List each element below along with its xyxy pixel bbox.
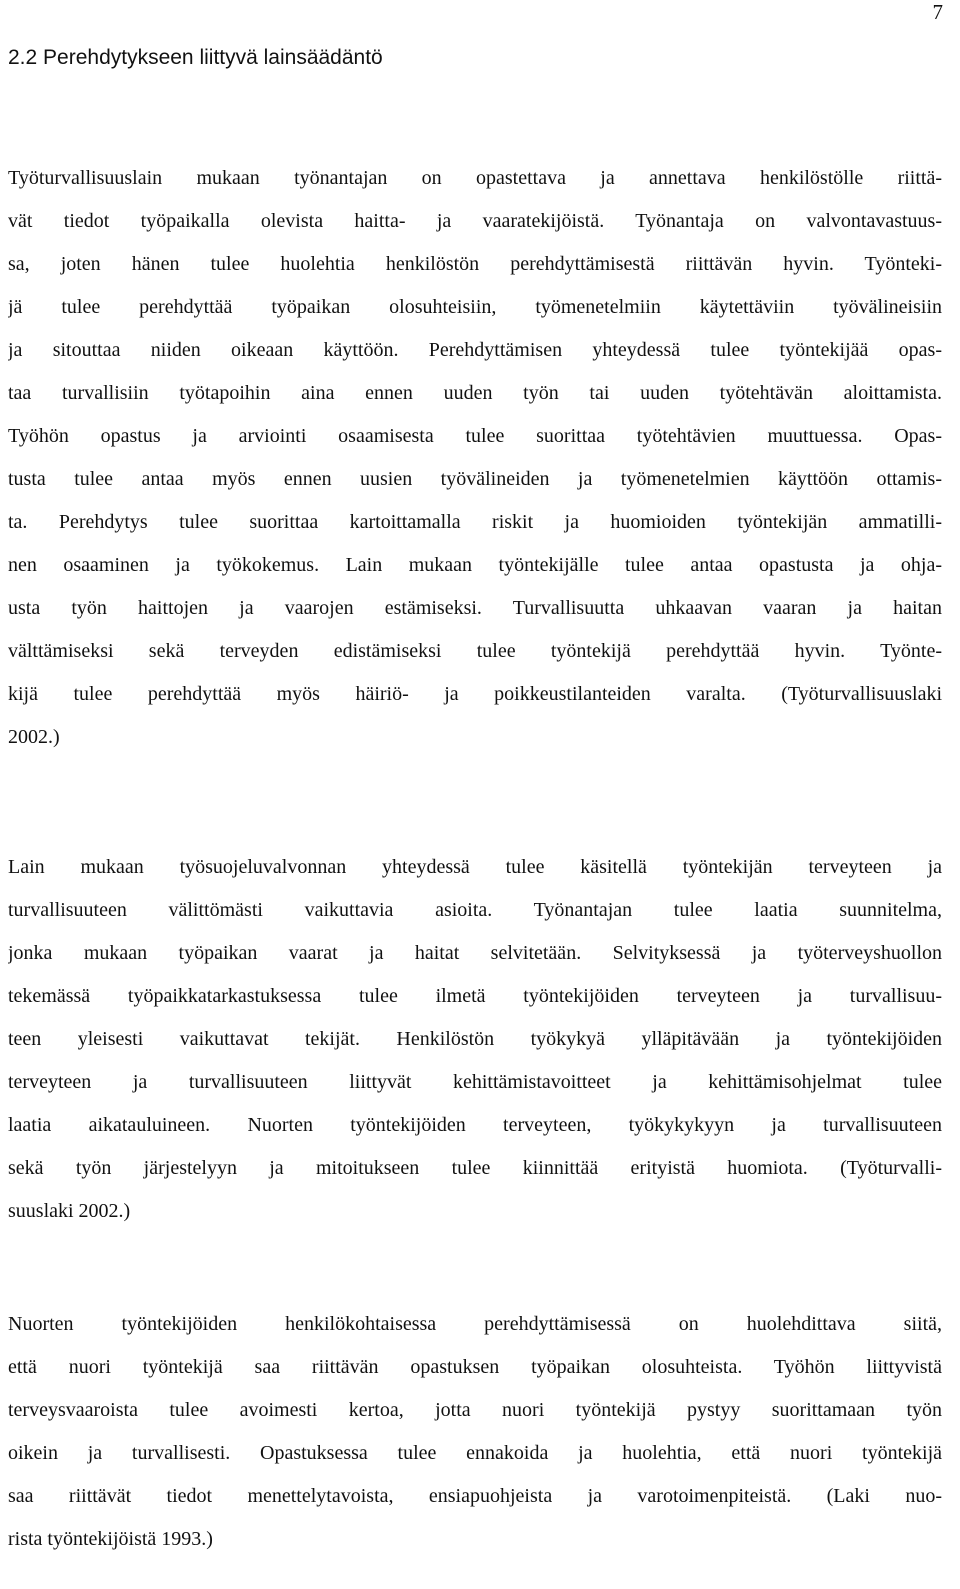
- paragraph-line: 2002.): [8, 726, 60, 748]
- paragraph-line: vät tiedot työpaikalla olevista haitta- ja vaaratekijöistä. Työnantaja on valvontavastuus-: [8, 210, 942, 232]
- paragraph-line: nen osaaminen ja työkokemus. Lain mukaan työntekijälle tulee antaa opastusta ja ohja-: [8, 554, 942, 576]
- paragraph-line: että nuori työntekijä saa riittävän opastuksen työpaikan olosuhteista. Työhön liittyvistä: [8, 1356, 942, 1378]
- paragraph-line: suuslaki 2002.): [8, 1200, 131, 1222]
- paragraph-young-workers: [8, 1303, 942, 1561]
- paragraph-employer-obligations: [8, 157, 942, 759]
- paragraph-line: teen yleisesti vaikuttavat tekijät. Henkilöstön työkykyä ylläpitävään ja työntekijöiden: [8, 1028, 942, 1050]
- paragraph-line: Työturvallisuuslain mukaan työnantajan on opastettava ja annettava henkilöstölle riittä-: [8, 167, 942, 189]
- paragraph-line: Nuorten työntekijöiden henkilökohtaisessa perehdyttämisessä on huolehdittava siitä,: [8, 1313, 942, 1335]
- paragraph-line: rista työntekijöistä 1993.): [8, 1528, 213, 1550]
- paragraph-line: oikein ja turvallisesti. Opastuksessa tulee ennakoida ja huolehtia, että nuori työntekijä: [8, 1442, 942, 1464]
- page-number: 7: [932, 0, 943, 24]
- paragraph-line: jonka mukaan työpaikan vaarat ja haitat selvitetään. Selvityksessä ja työterveyshuollon: [8, 942, 942, 964]
- paragraph-line: terveysvaaroista tulee avoimesti kertoa, jotta nuori työntekijä pystyy suorittamaan työn: [8, 1399, 942, 1421]
- paragraph-line: tusta tulee antaa myös ennen uusien työvälineiden ja työmenetelmien käyttöön ottamis-: [8, 468, 942, 490]
- paragraph-line: laatia aikatauluineen. Nuorten työntekijöiden terveyteen, työkykykyyn ja turvallisuuteen: [8, 1114, 942, 1136]
- paragraph-line: terveyteen ja turvallisuuteen liittyvät kehittämistavoitteet ja kehittämisohjelmat tulee: [8, 1071, 942, 1093]
- paragraph-line: kijä tulee perehdyttää myös häiriö- ja poikkeustilanteiden varalta. (Työturvallisuuslaki: [8, 683, 942, 705]
- section-heading: 2.2 Perehdytykseen liittyvä lainsäädäntö: [8, 46, 383, 69]
- paragraph-line: tekemässä työpaikkatarkastuksessa tulee ilmetä työntekijöiden terveyteen ja turvallisuu-: [8, 985, 942, 1007]
- paragraph-line: jä tulee perehdyttää työpaikan olosuhteisiin, työmenetelmiin käytettäviin työvälineisiin: [8, 296, 942, 318]
- paragraph-line: turvallisuuteen välittömästi vaikuttavia asioita. Työnantajan tulee laatia suunnitelma,: [8, 899, 942, 921]
- paragraph-line: Työhön opastus ja arviointi osaamisesta tulee suorittaa työtehtävien muuttuessa. Opas-: [8, 425, 942, 447]
- paragraph-line: saa riittävät tiedot menettelytavoista, ensiapuohjeista ja varotoimenpiteistä. (Laki nuo-: [8, 1485, 942, 1507]
- paragraph-line: Lain mukaan työsuojeluvalvonnan yhteydessä tulee käsitellä työntekijän terveyteen ja: [8, 856, 942, 878]
- paragraph-line: ja sitouttaa niiden oikeaan käyttöön. Perehdyttämisen yhteydessä tulee työntekijää opas-: [8, 339, 942, 361]
- paragraph-line: taa turvallisiin työtapoihin aina ennen uuden työn tai uuden työtehtävän aloittamista.: [8, 382, 942, 404]
- paragraph-line: välttämiseksi sekä terveyden edistämiseksi tulee työntekijä perehdyttää hyvin. Työnte-: [8, 640, 942, 662]
- paragraph-line: sekä työn järjestelyyn ja mitoitukseen tulee kiinnittää erityistä huomiota. (Työturvalli-: [8, 1157, 942, 1179]
- paragraph-supervision: [8, 846, 942, 1233]
- paragraph-line: ta. Perehdytys tulee suorittaa kartoittamalla riskit ja huomioiden työntekijän ammatilli-: [8, 511, 942, 533]
- paragraph-line: usta työn haittojen ja vaarojen estämiseksi. Turvallisuutta uhkaavan vaaran ja haitan: [8, 597, 942, 619]
- paragraph-line: sa, joten hänen tulee huolehtia henkilöstön perehdyttämisestä riittävän hyvin. Työnteki-: [8, 253, 942, 275]
